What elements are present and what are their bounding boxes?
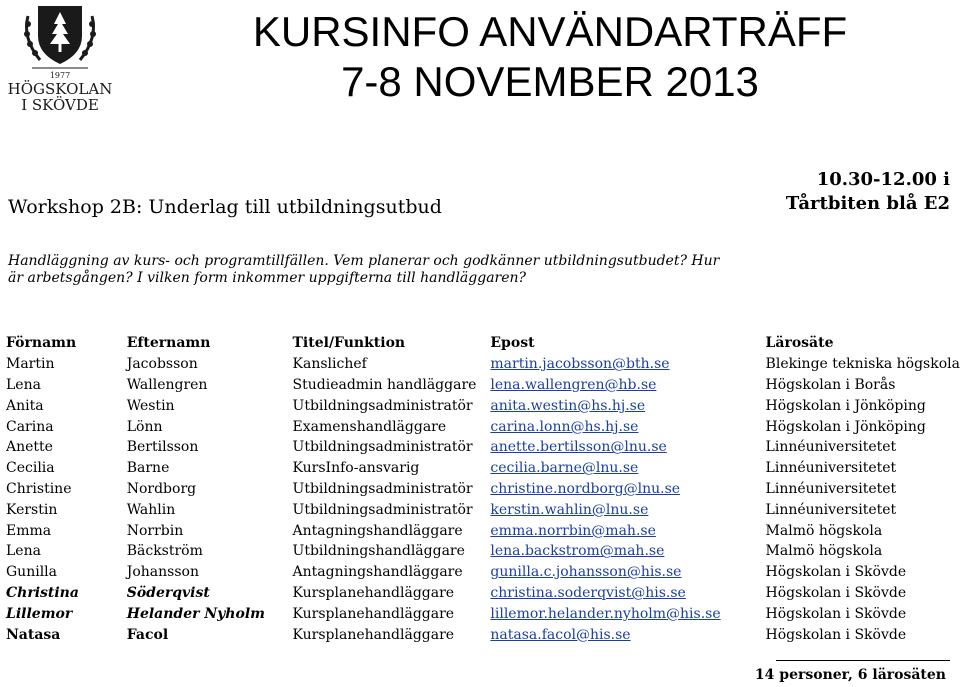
cell-title: Examenshandläggare (292, 418, 447, 435)
email-link[interactable]: carina.lonn@hs.hj.se (490, 418, 639, 435)
table-row (0, 520, 960, 541)
cell-email (490, 562, 765, 583)
session-location: Tårtbiten blå E2 (785, 193, 950, 214)
cell-email (490, 437, 765, 458)
cell-org: Linnéuniversitetet (765, 501, 897, 518)
email-link[interactable]: cecilia.barne@lnu.se (490, 460, 639, 477)
table-row (0, 375, 960, 396)
cell-firstname: Gunilla (6, 564, 57, 581)
page-title-line2: 7-8 NOVEMBER 2013 (341, 58, 759, 105)
table-row (0, 416, 960, 437)
cell-title: Utbildningshandläggare (292, 543, 465, 560)
logo-line2: I SKÖVDE (21, 96, 99, 114)
cell-email (490, 520, 765, 541)
table-row (0, 479, 960, 500)
table-row (0, 541, 960, 562)
cell-email (490, 603, 765, 624)
cell-org: Högskolan i Skövde (765, 564, 907, 581)
cell-firstname: Christina (6, 584, 79, 601)
cell-org: Malmö högskola (765, 522, 883, 539)
cell-email (490, 479, 765, 500)
header-email: Epost (490, 335, 535, 352)
cell-firstname: Martin (6, 356, 55, 373)
table-row (0, 562, 960, 583)
cell-org: Blekinge tekniska högskola (765, 356, 960, 373)
cell-firstname: Natasa (6, 626, 61, 643)
header-lastname: Efternamn (126, 335, 211, 352)
cell-lastname: Söderqvist (126, 584, 210, 601)
header-firstname: Förnamn (6, 335, 77, 352)
cell-title: Utbildningsadministratör (292, 501, 473, 518)
cell-title: Kanslichef (292, 356, 367, 373)
table-row (0, 458, 960, 479)
cell-title: Antagningshandläggare (292, 522, 463, 539)
cell-org: Högskolan i Jönköping (765, 418, 926, 435)
email-link[interactable]: christine.nordborg@lnu.se (490, 480, 681, 497)
workshop-description: Handläggning av kurs- och programtillfällen. Vem planerar och godkänner utbildningsutbudet? Hur är arbetsgången? I vilken form inkommer uppgifterna till handläggaren? (8, 253, 720, 286)
cell-firstname: Lillemor (6, 605, 73, 622)
cell-firstname: Kerstin (6, 501, 58, 518)
cell-org: Högskolan i Skövde (765, 605, 907, 622)
cell-lastname: Lönn (126, 418, 163, 435)
cell-lastname: Bertilsson (126, 439, 199, 456)
session-time: 10.30-12.00 i (816, 169, 950, 190)
cell-lastname: Wahlin (126, 501, 176, 518)
email-link[interactable]: natasa.facol@his.se (490, 626, 631, 643)
cell-org: Högskolan i Skövde (765, 626, 907, 643)
header-title: Titel/Funktion (292, 335, 406, 352)
cell-title: KursInfo-ansvarig (292, 460, 420, 477)
cell-lastname: Facol (126, 626, 169, 643)
email-link[interactable]: gunilla.c.johansson@his.se (490, 564, 682, 581)
cell-title: Kursplanehandläggare (292, 605, 455, 622)
footer-divider (776, 660, 950, 661)
header-org: Lärosäte (765, 335, 834, 352)
email-link[interactable]: anita.westin@hs.hj.se (490, 397, 646, 414)
logo-year: 1977 (49, 71, 71, 80)
table-row (0, 624, 960, 645)
email-link[interactable]: lillemor.helander.nyholm@his.se (490, 605, 721, 622)
cell-lastname: Helander Nyholm (126, 605, 265, 622)
cell-firstname: Anita (6, 397, 44, 414)
cell-lastname: Johansson (126, 564, 199, 581)
cell-org: Högskolan i Jönköping (765, 397, 926, 414)
crest-icon (4, 2, 116, 114)
cell-email (490, 458, 765, 479)
cell-email (490, 583, 765, 604)
cell-firstname: Christine (6, 480, 72, 497)
session-time-location (786, 168, 950, 216)
cell-title: Kursplanehandläggare (292, 626, 455, 643)
cell-email (490, 395, 765, 416)
cell-org: Högskolan i Borås (765, 376, 896, 393)
university-logo (4, 2, 116, 114)
cell-lastname: Westin (126, 397, 175, 414)
cell-email (490, 541, 765, 562)
table-row (0, 603, 960, 624)
cell-firstname: Lena (6, 543, 41, 560)
cell-lastname: Barne (126, 460, 170, 477)
cell-lastname: Bäckström (126, 543, 203, 560)
cell-firstname: Emma (6, 522, 52, 539)
logo-line1: HÖGSKOLAN (7, 80, 113, 98)
table-header-row (0, 333, 960, 354)
cell-title: Utbildningsadministratör (292, 397, 473, 414)
email-link[interactable]: martin.jacobsson@bth.se (490, 356, 670, 373)
cell-title: Studieadmin handläggare (292, 376, 477, 393)
workshop-title: Workshop 2B: Underlag till utbildningsutbud (8, 196, 442, 218)
cell-title: Antagningshandläggare (292, 564, 463, 581)
cell-lastname: Nordborg (126, 480, 197, 497)
table-row (0, 499, 960, 520)
cell-firstname: Lena (6, 376, 41, 393)
cell-org: Linnéuniversitetet (765, 480, 897, 497)
email-link[interactable]: christina.soderqvist@his.se (490, 584, 686, 601)
cell-firstname: Anette (6, 439, 53, 456)
table-row (0, 437, 960, 458)
cell-email (490, 624, 765, 645)
participant-summary: 14 personer, 6 lärosäten (754, 667, 946, 683)
email-link[interactable]: anette.bertilsson@lnu.se (490, 439, 667, 456)
participants-table (0, 333, 960, 645)
cell-lastname: Norrbin (126, 522, 184, 539)
email-link[interactable]: lena.backstrom@mah.se (490, 543, 665, 560)
table-row (0, 354, 960, 375)
cell-firstname: Cecilia (6, 460, 55, 477)
cell-email (490, 416, 765, 437)
cell-org: Linnéuniversitetet (765, 439, 897, 456)
email-link[interactable]: kerstin.wahlin@lnu.se (490, 501, 649, 518)
cell-title: Kursplanehandläggare (292, 584, 455, 601)
table-row (0, 395, 960, 416)
table-row (0, 583, 960, 604)
cell-email (490, 354, 765, 375)
cell-org: Linnéuniversitetet (765, 460, 897, 477)
cell-title: Utbildningsadministratör (292, 439, 473, 456)
cell-lastname: Wallengren (126, 376, 208, 393)
email-link[interactable]: emma.norrbin@mah.se (490, 522, 656, 539)
cell-org: Högskolan i Skövde (765, 584, 907, 601)
page-title-line1: KURSINFO ANVÄNDARTRÄFF (252, 8, 848, 55)
cell-email (490, 375, 765, 396)
cell-title: Utbildningsadministratör (292, 480, 473, 497)
cell-email (490, 499, 765, 520)
email-link[interactable]: lena.wallengren@hb.se (490, 376, 657, 393)
cell-firstname: Carina (6, 418, 54, 435)
cell-lastname: Jacobsson (126, 356, 198, 373)
cell-org: Malmö högskola (765, 543, 883, 560)
